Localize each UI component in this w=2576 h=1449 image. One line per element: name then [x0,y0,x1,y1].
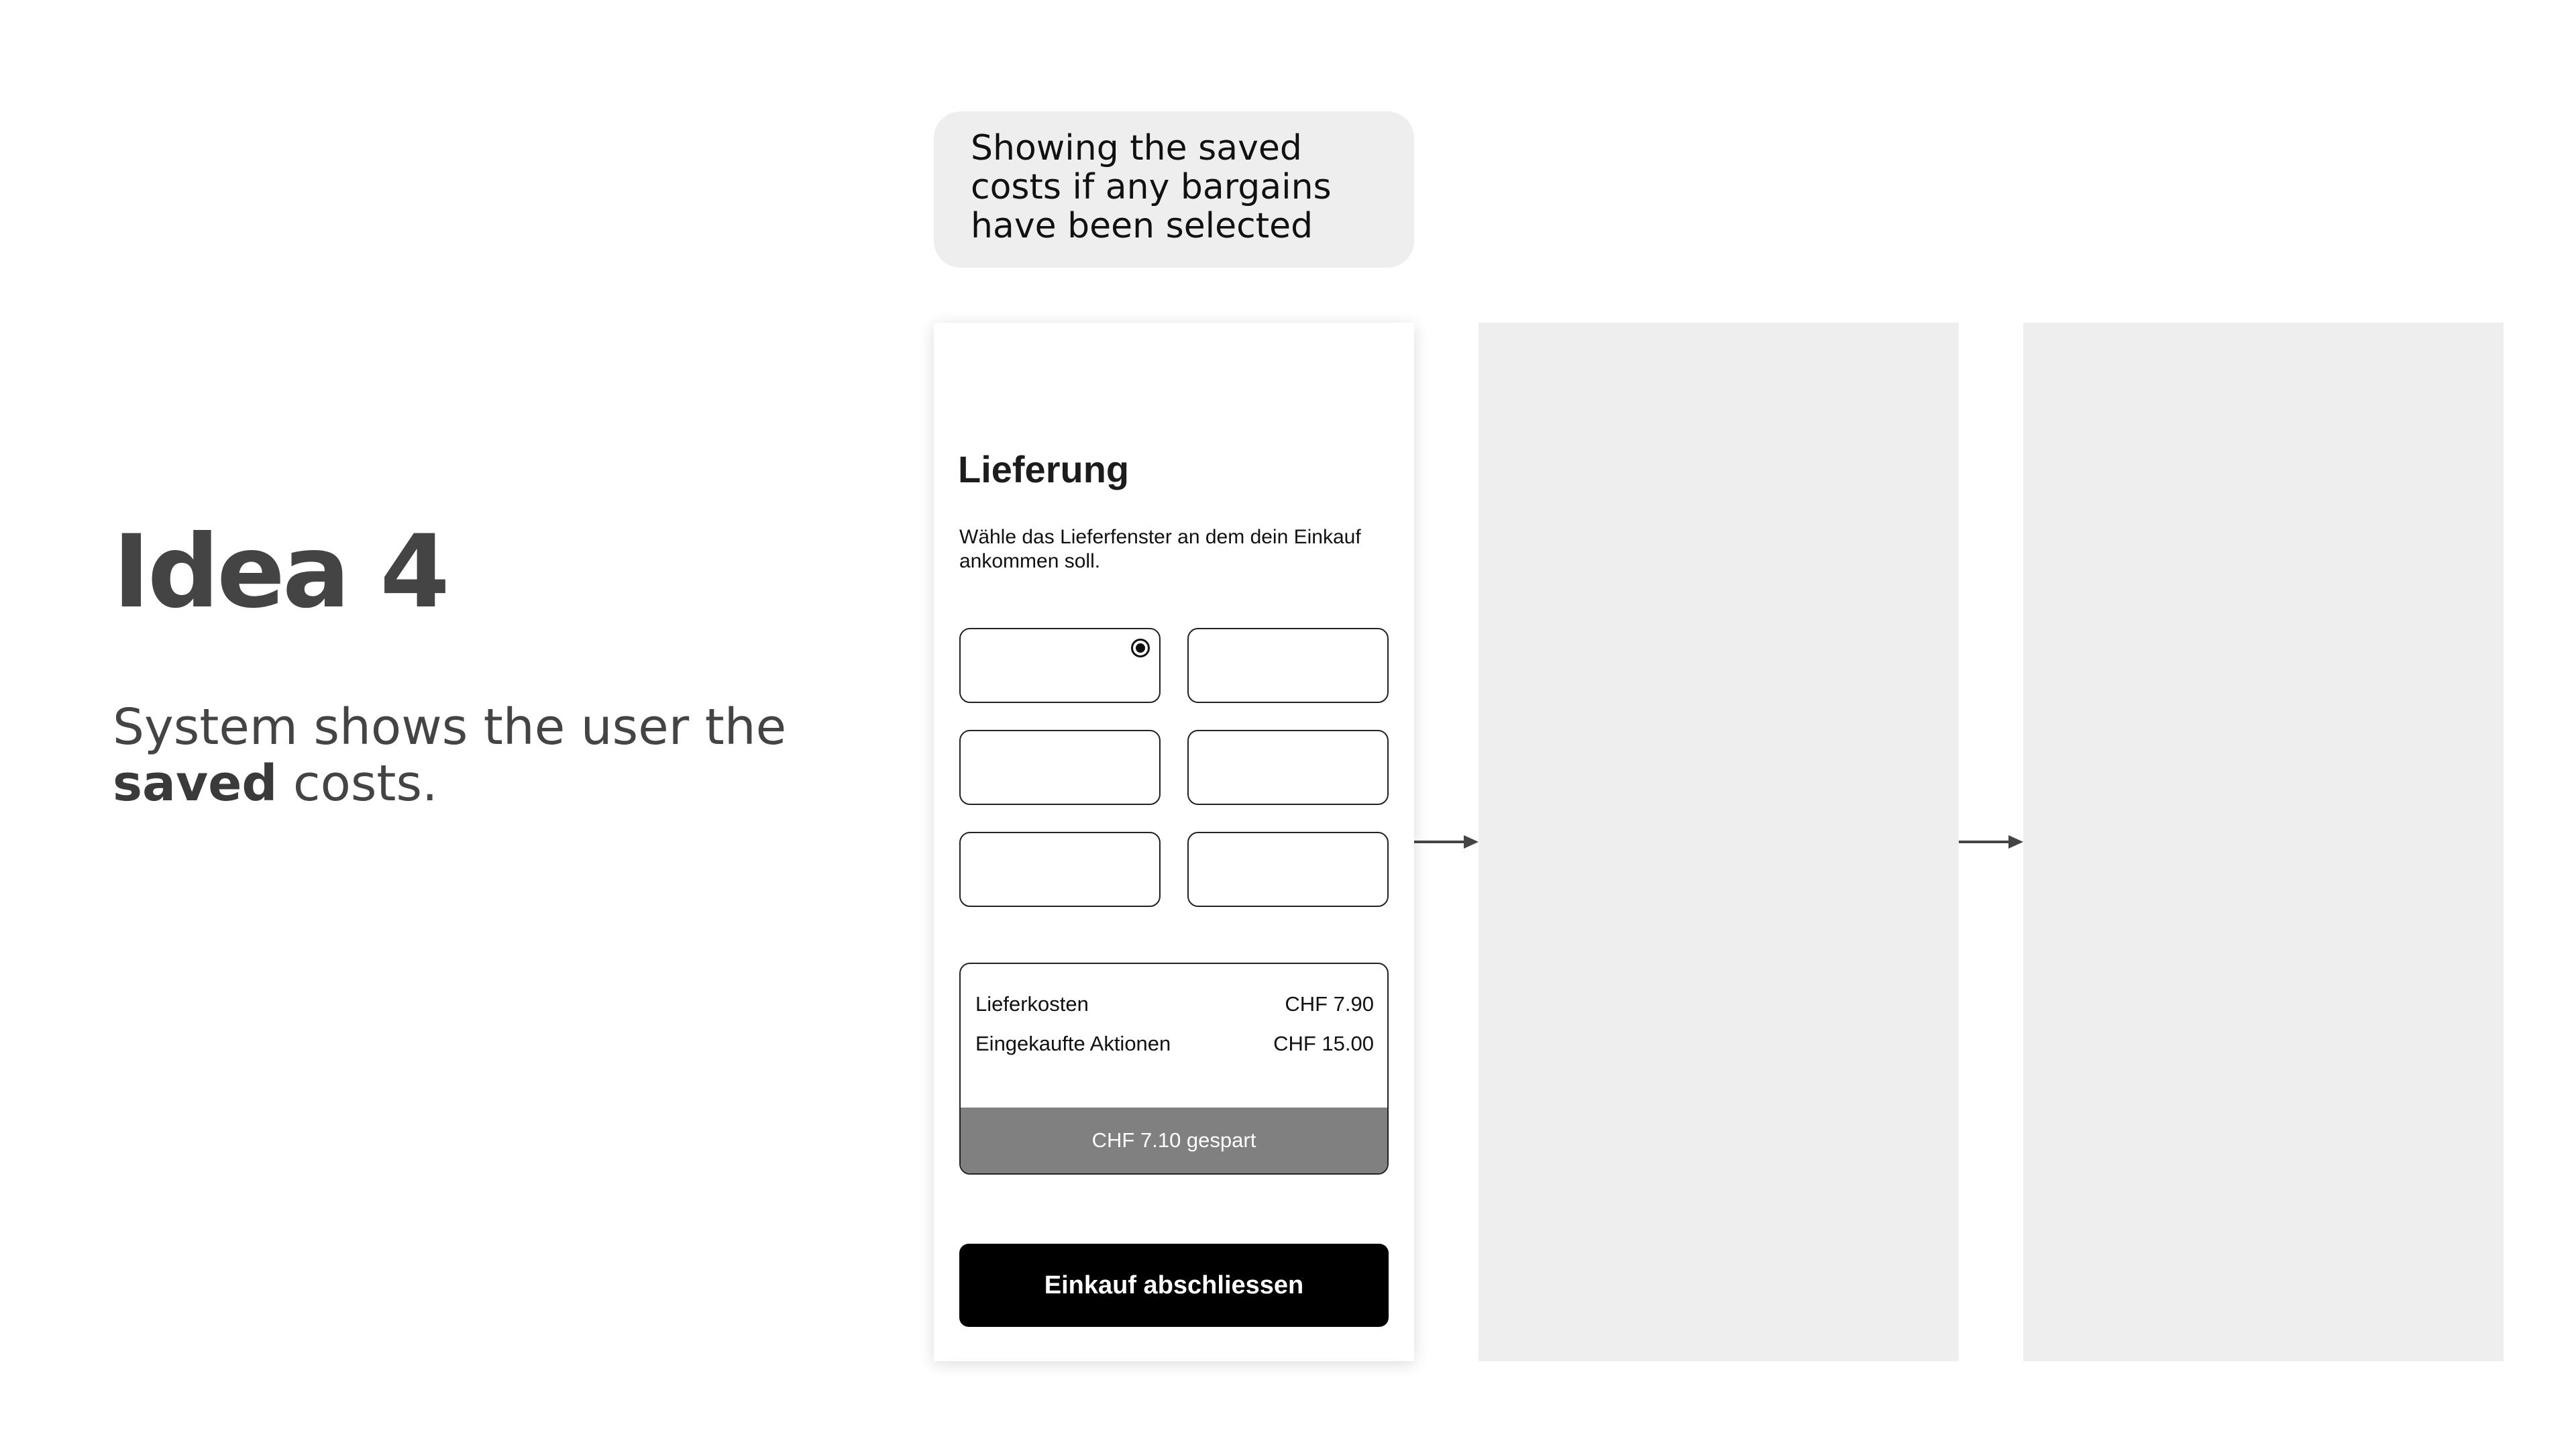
summary-row-label: Eingekaufte Aktionen [975,1032,1171,1055]
slide-description [113,699,851,812]
saved-amount-bar: CHF 7.10 gespart [961,1108,1387,1173]
summary-row-value: CHF 15.00 [1273,1032,1374,1055]
description-text-start: System shows the user the [113,698,787,756]
delivery-slot-grid [959,628,1389,907]
delivery-slot-5[interactable] [959,832,1161,907]
slide-title: Idea 4 [113,514,447,631]
flow-arrow-icon [1414,832,1479,852]
screen-title: Lieferung [958,448,1130,490]
annotation-note: Showing the saved costs if any bargains have been selected [934,111,1414,268]
description-emphasis: saved [113,755,278,812]
cost-summary [959,963,1389,1175]
summary-row-bargains [975,1032,1374,1056]
delivery-slot-1[interactable] [959,628,1161,703]
delivery-screen [934,323,1414,1361]
placeholder-screen-2 [1479,323,1959,1361]
flow-arrow-icon [1959,832,2023,852]
delivery-slot-3[interactable] [959,730,1161,805]
description-text-end: costs. [277,755,438,812]
summary-row-delivery-cost [975,992,1374,1016]
delivery-slot-6[interactable] [1187,832,1389,907]
radio-selected-icon[interactable] [1131,639,1150,657]
complete-purchase-button[interactable]: Einkauf abschliessen [959,1244,1389,1327]
screen-subtitle: Wähle das Lieferfenster an dem dein Einkauf ankommen soll. [959,526,1361,572]
summary-row-value: CHF 7.90 [1285,992,1374,1016]
delivery-slot-4[interactable] [1187,730,1389,805]
delivery-slot-2[interactable] [1187,628,1389,703]
summary-row-label: Lieferkosten [975,992,1089,1016]
placeholder-screen-3 [2023,323,2504,1361]
